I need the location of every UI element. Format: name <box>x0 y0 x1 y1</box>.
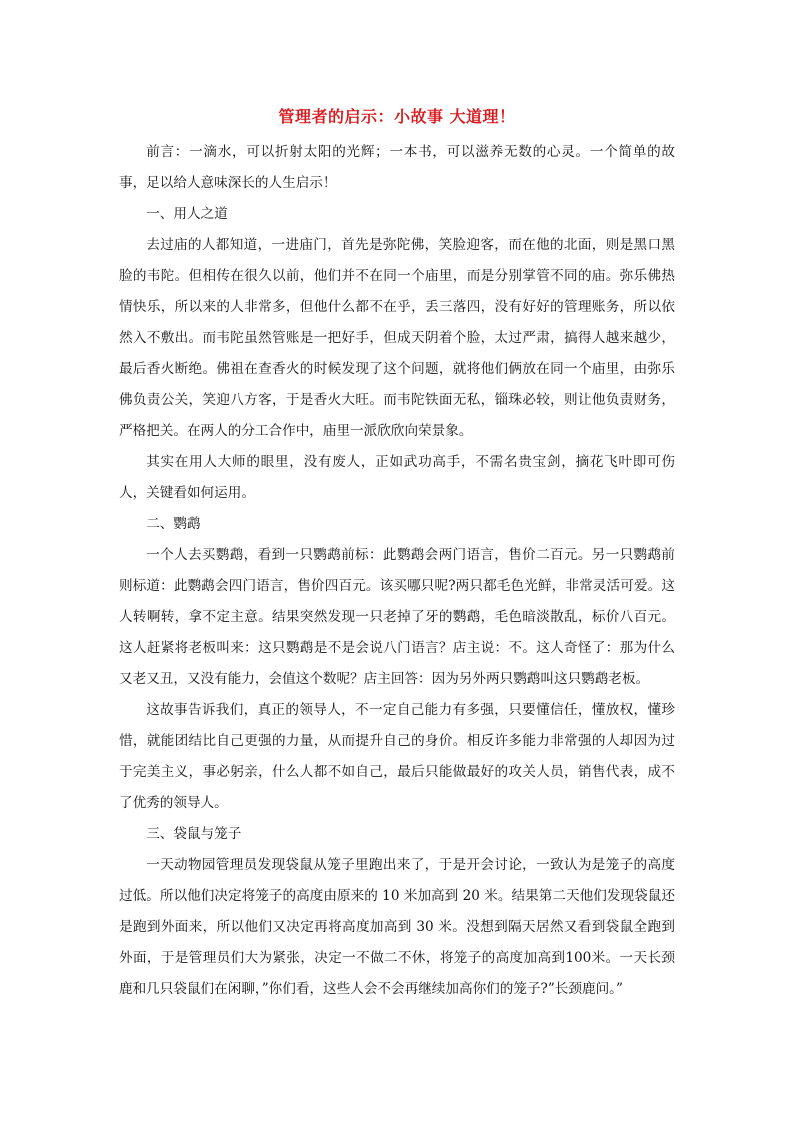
body-paragraph: 一天动物园管理员发现袋鼠从笼子里跑出来了，于是开会讨论，一致认为是笼子的高度过低。所以他们决定将笼子的高度由原来的 10 米加高到 20 米。结果第二天他们发现袋鼠还是跑到外面来，所以他们又决定再将高度加高到 30 米。没想到隔天居然又看到袋鼠全跑到外面，于是管理员们大为紧张，决定一不做二不休，将笼子的高度加高到100米。一天长颈鹿和几只袋鼠们在闲聊，”你们看，这些人会不会再继续加高你们的笼子?”长颈鹿问。” <box>119 857 675 997</box>
document-body <box>119 103 675 1005</box>
preface-paragraph: 前言：一滴水，可以折射太阳的光辉；一本书，可以滋养无数的心灵。一个简单的故事，足以给人意味深长的人生启示！ <box>119 144 675 191</box>
document-title: 管理者的启示：小故事 大道理！ <box>278 107 516 126</box>
body-paragraph: 这故事告诉我们，真正的领导人，不一定自己能力有多强，只要懂信任，懂放权，懂珍惜，就能团结比自己更强的力量，从而提升自己的身价。相反许多能力非常强的人却因为过于完美主义，事必躬亲，什么人都不如自己，最后只能做最好的攻关人员，销售代表，成不了优秀的领导人。 <box>119 702 675 811</box>
section-heading-2: 二、鹦鹉 <box>146 516 201 532</box>
section-heading-1: 一、用人之道 <box>146 206 228 222</box>
body-paragraph: 去过庙的人都知道，一进庙门，首先是弥陀佛，笑脸迎客，而在他的北面，则是黑口黑脸的韦陀。但相传在很久以前，他们并不在同一个庙里，而是分别掌管不同的庙。弥乐佛热情快乐，所以来的人非常多，但他什么都不在乎，丢三落四，没有好好的管理账务，所以依然入不敷出。而韦陀虽然管账是一把好手，但成天阴着个脸，太过严肃，搞得人越来越少，最后香火断绝。佛祖在查香火的时候发现了这个问题，就将他们俩放在同一个庙里，由弥乐佛负责公关，笑迎八方客，于是香火大旺。而韦陀铁面无私，锱珠必较，则让他负责财务，严格把关。在两人的分工合作中，庙里一派欣欣向荣景象。 <box>119 237 675 439</box>
body-paragraph: 其实在用人大师的眼里，没有废人，正如武功高手，不需名贵宝剑，摘花飞叶即可伤人，关键看如何运用。 <box>119 454 675 501</box>
body-paragraph: 一个人去买鹦鹉，看到一只鹦鹉前标：此鹦鹉会两门语言，售价二百元。另一只鹦鹉前则标道：此鹦鹉会四门语言，售价四百元。该买哪只呢?两只都毛色光鲜，非常灵活可爱。这人转啊转，拿不定主意。结果突然发现一只老掉了牙的鹦鹉，毛色暗淡散乱，标价八百元。这人赶紧将老板叫来：这只鹦鹉是不是会说八门语言？店主说：不。这人奇怪了：那为什么又老又丑，又没有能力，会值这个数呢？店主回答：因为另外两只鹦鹉叫这只鹦鹉老板。 <box>119 547 675 687</box>
section-heading-3: 三、袋鼠与笼子 <box>146 826 242 842</box>
